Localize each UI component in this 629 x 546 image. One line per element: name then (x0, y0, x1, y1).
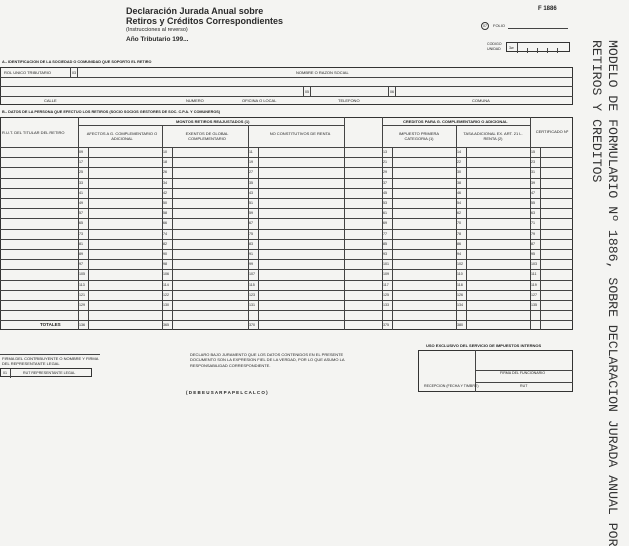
table-row[interactable] (0, 300, 573, 310)
field-code: 17 (79, 160, 83, 165)
rut-representante-code: 01 (3, 371, 7, 375)
field-code: 59 (249, 211, 253, 216)
field-code: 133 (383, 303, 389, 307)
field-code: 123 (249, 292, 255, 297)
codigo-field[interactable] (506, 42, 570, 52)
field-code: 63 (531, 211, 535, 216)
form-subtitle: (Instrucciones al reverso) (126, 27, 188, 33)
field-code: 10 (163, 150, 167, 154)
field-code: 61 (383, 211, 387, 216)
table-row[interactable] (0, 280, 573, 290)
field-code: 51 (249, 201, 253, 205)
field-code: 49 (79, 201, 83, 205)
field-code: 105 (79, 272, 85, 277)
field-code: 46 (457, 190, 461, 195)
field-code: 117 (383, 282, 389, 287)
field-code: 27 (249, 170, 253, 175)
row-divider (0, 310, 573, 311)
nombre-label: NOMBRE O RAZON SOCIAL (296, 70, 349, 75)
declaro-text: DECLARO BAJO JURAMENTO QUE LOS DATOS CONTENIDOS EN EL PRESENTE DOCUMENTO SON LA EXPRESION FIEL DE LA VERDAD, POR LO QUE ASUMO LA RESPONSABILIDAD CORRESPONDIENTE. (190, 352, 345, 368)
field-code: 98 (163, 262, 167, 267)
rut-label: ROL UNICO TRIBUTARIO (4, 70, 52, 75)
field-code: 107 (249, 272, 255, 277)
field-code: 113 (79, 282, 85, 287)
firma-contribuyente-label: FIRMA DEL CONTRIBUYENTE O NOMBRE Y FIRMA DEL REPRESENTANTE LEGAL (2, 356, 99, 367)
field-code: 58 (163, 211, 167, 216)
field-code: 134 (457, 303, 463, 307)
field-code: 66 (163, 221, 167, 226)
field-code: 38 (457, 180, 461, 185)
field-code: 57 (79, 211, 83, 216)
field-code: 34 (163, 180, 167, 185)
field-code: 78 (457, 231, 461, 236)
rut-code: 03 (72, 71, 76, 75)
totales-label: TOTALES (40, 322, 61, 327)
field-code: 22 (457, 160, 461, 165)
uso-exclusivo-label: USO EXCLUSIVO DEL SERVICIO DE IMPUESTOS INTERNOS (426, 343, 542, 348)
field-code: 126 (457, 292, 463, 297)
field-code: 29 (383, 170, 387, 175)
field-code: 70 (457, 221, 461, 226)
col-exentos-header: EXENTOS DE GLOBAL COMPLEMENTARIO (185, 131, 229, 142)
field-code: 90 (163, 252, 167, 256)
field-code: 135 (531, 303, 537, 307)
field-code: 94 (457, 252, 461, 256)
field-code: 130 (163, 303, 169, 307)
table-row[interactable] (0, 188, 573, 198)
field-code: 77 (383, 231, 387, 236)
rut-representante-field[interactable] (0, 368, 92, 377)
table-row[interactable] (0, 167, 573, 177)
field-code: 106 (163, 272, 169, 277)
field-code: 89 (79, 252, 83, 256)
group-montos-header: MONTOS RETIROS REAJUSTADOS (1) (176, 119, 250, 124)
field-code: 85 (383, 241, 387, 246)
field-code: 82 (163, 241, 167, 246)
field-code: 19 (249, 160, 253, 165)
field-code: 41 (79, 190, 83, 195)
field-code: 83 (249, 241, 253, 246)
sii-rut-label: RUT (520, 384, 528, 388)
field-code: 21 (383, 160, 387, 165)
total-code-afectos: 136 (79, 323, 85, 327)
field-code: 99 (249, 262, 253, 267)
field-code: 121 (79, 292, 85, 297)
papel-calco-note: ( D E B E U S A R P A P E L C A L C O ) (186, 390, 268, 395)
section-a-title: A.- IDENTIFICACION DE LA SOCIEDAD O COMUNIDAD QUE SOPORTO EL RETIRO (2, 60, 152, 64)
field-code: 75 (249, 231, 253, 236)
oficina-code: 05 (305, 90, 309, 94)
form-title-line1: Declaración Jurada Anual sobre (126, 6, 264, 16)
field-code: 53 (383, 201, 387, 205)
table-row[interactable] (0, 157, 573, 167)
section-b-title: B.- DATOS DE LA PERSONA QUE EFECTUO LOS RETIROS (SOCIO SOCIOS GESTORES DE SOC. C.P.A. Y COMUNEROS) (2, 110, 221, 114)
col-afectos-header: AFECTOS A G. COMPLEMENTARIO O ADICIONAL (86, 131, 158, 142)
field-code: 26 (163, 170, 167, 175)
recepcion-label: RECEPCION (FECHA Y TIMBRE) (424, 384, 479, 388)
group-creditos-header: CREDITOS PARA G. COMPLEMENTARIO O ADICIONAL (403, 119, 508, 124)
field-code: 43 (249, 190, 253, 195)
nombre-field[interactable] (80, 68, 570, 76)
field-code: 65 (79, 221, 83, 226)
field-code: 101 (383, 262, 389, 267)
field-code: 42 (163, 190, 167, 195)
form-title-line2: Retiros y Créditos Correspondientes (126, 16, 284, 26)
field-code: 95 (531, 252, 535, 256)
table-row[interactable] (0, 229, 573, 239)
tax-year: Año Tributario 199... (126, 36, 189, 43)
field-code: 23 (531, 160, 535, 165)
field-code: 14 (457, 150, 461, 154)
field-code: 93 (383, 252, 387, 256)
field-code: 67 (249, 221, 253, 226)
col-rut-header: R.U.T. DEL TITULAR DEL RETIRO (2, 130, 65, 135)
folio-label: FOLIO (493, 23, 506, 28)
comuna-label: COMUNA (472, 98, 490, 103)
field-code: 33 (79, 180, 83, 185)
table-row[interactable] (0, 198, 573, 208)
field-code: 30 (457, 170, 461, 175)
folio-code-circle: 07 (481, 22, 489, 30)
field-code: 09 (79, 150, 83, 154)
table-row[interactable] (0, 218, 573, 228)
field-code: 11 (249, 150, 253, 154)
field-code: 110 (457, 272, 463, 277)
field-code: 131 (249, 303, 255, 307)
field-code: 81 (79, 241, 83, 246)
rut-representante-label: RUT REPRESENTANTE LEGAL (23, 371, 76, 375)
numero-label: NUMERO (186, 98, 204, 103)
form-number: F 1886 (538, 6, 557, 12)
field-code: 69 (383, 221, 387, 226)
table-row[interactable] (0, 178, 573, 188)
field-code: 37 (383, 180, 387, 185)
field-code: 114 (163, 282, 169, 287)
codigo-value: 3w (509, 46, 514, 50)
table-row[interactable] (0, 208, 573, 218)
total-code-tasa: 380 (457, 323, 463, 327)
telefono-label: TELEFONO (338, 98, 360, 103)
field-code: 35 (249, 180, 253, 185)
side-text-line1: MODELO DE FORMULARIO Nº 1886, SOBRE DECLARACION JURADA ANUAL POR (605, 40, 621, 546)
table-row[interactable] (0, 147, 573, 157)
oficina-label: OFICINA O LOCAL (242, 98, 277, 103)
field-code: 86 (457, 241, 461, 246)
col-cert-header: CERTIFICADO Nº (535, 129, 569, 134)
field-code: 55 (531, 201, 535, 205)
total-code-exentos: 365 (163, 323, 169, 327)
field-code: 118 (457, 282, 463, 287)
telefono-code: 06 (390, 90, 394, 94)
field-code: 47 (531, 190, 535, 195)
field-code: 50 (163, 201, 167, 205)
field-code: 97 (79, 262, 83, 267)
col-tasa-header: TASA ADICIONAL EX. ART. 21 L. RENTA (2) (463, 131, 523, 142)
calle-label: CALLE (44, 98, 57, 103)
unidad-label: UNIDAD (487, 47, 501, 51)
field-code: 31 (531, 170, 535, 175)
field-code: 13 (383, 150, 387, 154)
field-code: 127 (531, 292, 537, 297)
table-row[interactable] (0, 249, 573, 259)
field-code: 103 (531, 262, 537, 267)
field-code: 74 (163, 231, 167, 236)
field-code: 15 (531, 150, 535, 154)
field-code: 25 (79, 170, 83, 175)
field-code: 18 (163, 160, 167, 165)
field-code: 62 (457, 211, 461, 216)
firma-funcionario-label: FIRMA DEL FUNCIONARIO (500, 371, 545, 375)
side-text-line2: RETIROS Y CREDITOS (589, 40, 605, 183)
table-row[interactable] (0, 259, 573, 269)
field-code: 54 (457, 201, 461, 205)
field-code: 115 (249, 282, 255, 287)
field-code: 39 (531, 180, 535, 185)
field-code: 125 (383, 292, 389, 297)
field-code: 129 (79, 303, 85, 307)
field-code: 71 (531, 221, 535, 226)
col-no-const-header: NO CONSTITUTIVOS DE RENTA (269, 131, 331, 136)
total-code-impuesto: 375 (383, 323, 389, 327)
direccion-row[interactable] (1, 87, 571, 95)
folio-line (508, 28, 568, 29)
table-row[interactable] (0, 239, 573, 249)
field-code: 45 (383, 190, 387, 195)
field-code: 122 (163, 292, 169, 297)
codigo-label: CODIGO (487, 42, 502, 46)
table-row[interactable] (0, 290, 573, 300)
total-code-no-const: 370 (249, 323, 255, 327)
field-code: 73 (79, 231, 83, 236)
field-code: 109 (383, 272, 389, 277)
col-impuesto-header: IMPUESTO PRIMERA CATEGORIA (1) (398, 131, 440, 142)
field-code: 87 (531, 241, 535, 246)
field-code: 91 (249, 252, 253, 256)
field-code: 79 (531, 231, 535, 236)
field-code: 119 (531, 282, 537, 287)
table-row[interactable] (0, 269, 573, 279)
field-code: 111 (531, 272, 537, 277)
field-code: 102 (457, 262, 463, 267)
